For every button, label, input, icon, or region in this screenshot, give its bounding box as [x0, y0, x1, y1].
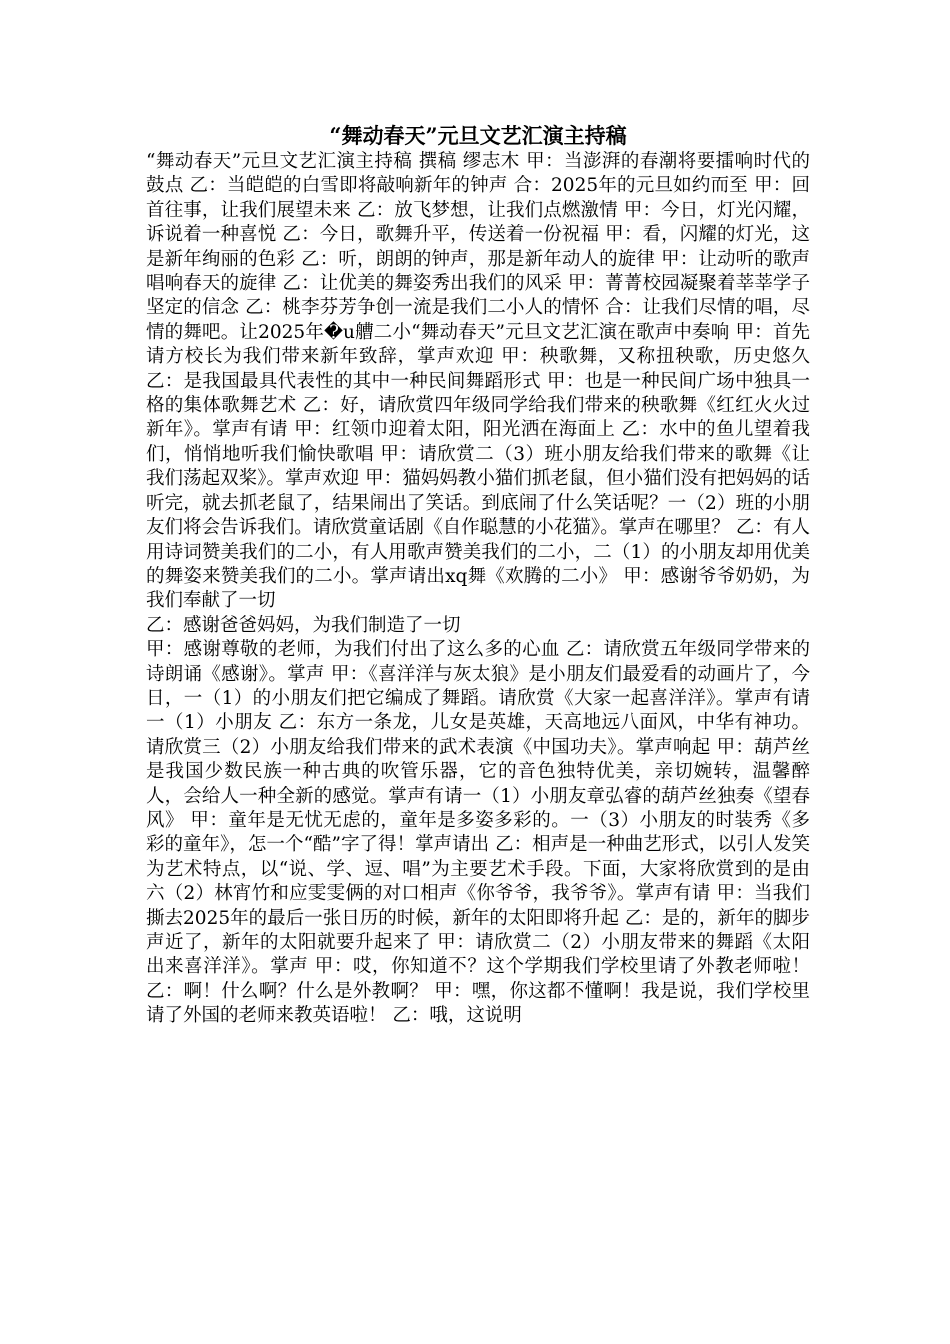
body-paragraph-3: 甲：感谢尊敬的老师，为我们付出了这么多的心血 乙：请欣赏五年级同学带来的诗朗诵《感谢》。掌声 甲：《喜洋洋与灰太狼》是小朋友们最爱看的动画片了，今日，一（1）的小朋友们把它编成了舞蹈。请欣赏《大家一起喜洋洋》。掌声有请一（1）小朋友 乙：东方一条龙，儿女是英雄，天高地远八面风，中华有神功。请欣赏三（2）小朋友给我们带来的武术表演《中国功夫》。掌声响起 甲：葫芦丝是我国少数民族一种古典的吹管乐器，它的音色独特优美，亲切婉转，温馨醉人，会给人一种全新的感觉。掌声有请一（1）小朋友章弘睿的葫芦丝独奏《望春风》 甲：童年是无忧无虑的，童年是多姿多彩的。一（3）小朋友的时装秀《多彩的童年》，怎一个“酷”字了得！掌声请出 乙：相声是一种曲艺形式，以引人发笑为艺术特点，以“说、学、逗、唱”为主要艺术手段。下面，大家将欣赏到的是由六（2）林宵竹和应雯雯俩的对口相声《你爷爷，我爷爷》。掌声有请 甲：当我们撕去2025年的最后一张日历的时候，新年的太阳即将升起 乙：是的，新年的脚步声近了，新年的太阳就要升起来了 甲：请欣赏二（2）小朋友带来的舞蹈《太阳出来喜洋洋》。掌声 甲：哎，你知道不？这个学期我们学校里请了外教老师啦！ 乙：啊！什么啊？什么是外教啊？ 甲：嘿，你这都不懂啊！我是说，我们学校里请了外国的老师来教英语啦！ 乙：哦，这说明: [146, 639, 810, 1027]
body-paragraph-1: “舞动春天”元旦文艺汇演主持稿 撰稿 缪志木 甲：当澎湃的春潮将要擂响时代的鼓点 乙：当皑皑的白雪即将敲响新年的钟声 合：2025年的元旦如约而至 甲：回首往事，让我们展望未来 乙：放飞梦想，让我们点燃激情 甲：今日，灯光闪耀，诉说着一种喜悦 乙：今日，歌舞升平，传送着一份祝福 甲：看，闪耀的灯光，这是新年绚丽的色彩 乙：听，朗朗的钟声，那是新年动人的旋律 甲：让动听的歌声唱响春天的旋律 乙：让优美的舞姿秀出我们的风采 甲：菁菁校园凝聚着莘莘学子坚定的信念 乙：桃李芬芳争创一流是我们二小人的情怀 合：让我们尽情的唱，尽情的舞吧。让2025年�u艚二小“舞动春天”元旦文艺汇演在歌声中奏响 甲：首先请方校长为我们带来新年致辞，掌声欢迎 甲：秧歌舞，又称扭秧歌，历史悠久 乙：是我国最具代表性的其中一种民间舞蹈形式 甲：也是一种民间广场中独具一格的集体歌舞艺术 乙：好，请欣赏四年级同学给我们带来的秧歌舞《红红火火过新年》。掌声有请 甲：红领巾迎着太阳，阳光洒在海面上 乙：水中的鱼儿望着我们，悄悄地听我们愉快歌唱 甲：请欣赏二（3）班小朋友给我们带来的歌舞《让我们荡起双桨》。掌声欢迎 甲：猫妈妈教小猫们抓老鼠，但小猫们没有把妈妈的话听完，就去抓老鼠了，结果闹出了笑话。到底闹了什么笑话呢？一（2）班的小朋友们将会告诉我们。请欣赏童话剧《自作聪慧的小花猫》。掌声在哪里？ 乙：有人用诗词赞美我们的二小，有人用歌声赞美我们的二小，二（1）的小朋友却用优美的舞姿来赞美我们的二小。掌声请出xq舞《欢腾的二小》 甲：感谢爷爷奶奶，为我们奉献了一切: [146, 151, 810, 612]
document-title: “舞动春天”元旦文艺汇演主持稿: [329, 123, 627, 148]
document-page: [146, 122, 810, 1029]
body-paragraph-2: 乙：感谢爸爸妈妈，为我们制造了一切: [146, 614, 461, 636]
document-body: [146, 150, 810, 1029]
